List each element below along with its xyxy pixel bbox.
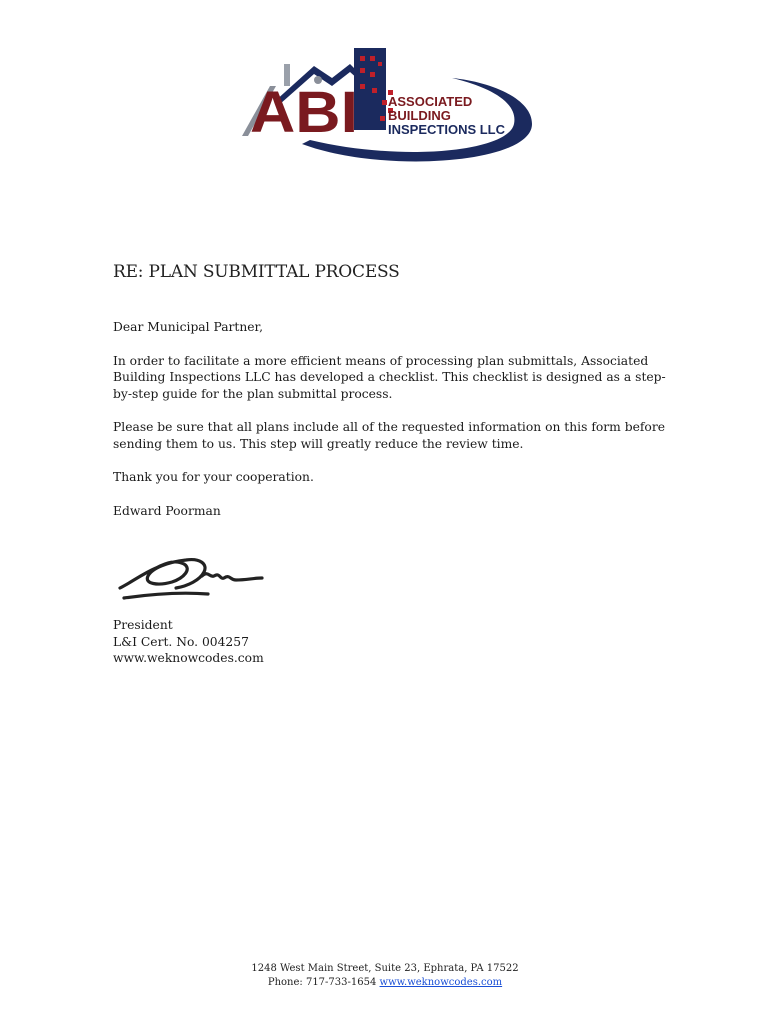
paragraph-2: Please be sure that all plans include all of the requested information on this form before sending them to us. This step will greatly reduce the review time. — [113, 420, 665, 451]
signature-block — [113, 617, 264, 667]
logo-initials: ABI — [250, 80, 358, 145]
website: www.weknowcodes.com — [113, 651, 264, 665]
logo-name-line2: BUILDING — [388, 108, 451, 123]
salutation: Dear Municipal Partner, — [113, 320, 263, 334]
signer-title: President — [113, 618, 173, 632]
footer — [0, 962, 770, 990]
paragraph-1: In order to facilitate a more efficient means of processing plan submittals, Associated Building Inspections LLC has developed a checklist. This checklist is designed as a step-by-step guide for the plan submittal process. — [113, 353, 666, 401]
footer-contact — [0, 976, 770, 990]
company-logo — [232, 44, 538, 164]
footer-website-link[interactable]: www.weknowcodes.com — [379, 977, 503, 988]
thanks-line: Thank you for your cooperation. — [113, 470, 314, 484]
letter-body — [113, 319, 673, 536]
footer-address: 1248 West Main Street, Suite 23, Ephrata, PA 17522 — [251, 963, 519, 974]
signature — [112, 542, 272, 606]
letter-heading: RE: PLAN SUBMITTAL PROCESS — [113, 262, 400, 282]
cert-number: L&I Cert. No. 004257 — [113, 634, 249, 649]
footer-phone: Phone: 717-733-1654 — [267, 977, 377, 988]
logo-name-line1: ASSOCIATED — [388, 94, 473, 109]
logo-name-line3: INSPECTIONS LLC — [388, 122, 506, 137]
signer-name: Edward Poorman — [113, 503, 221, 518]
